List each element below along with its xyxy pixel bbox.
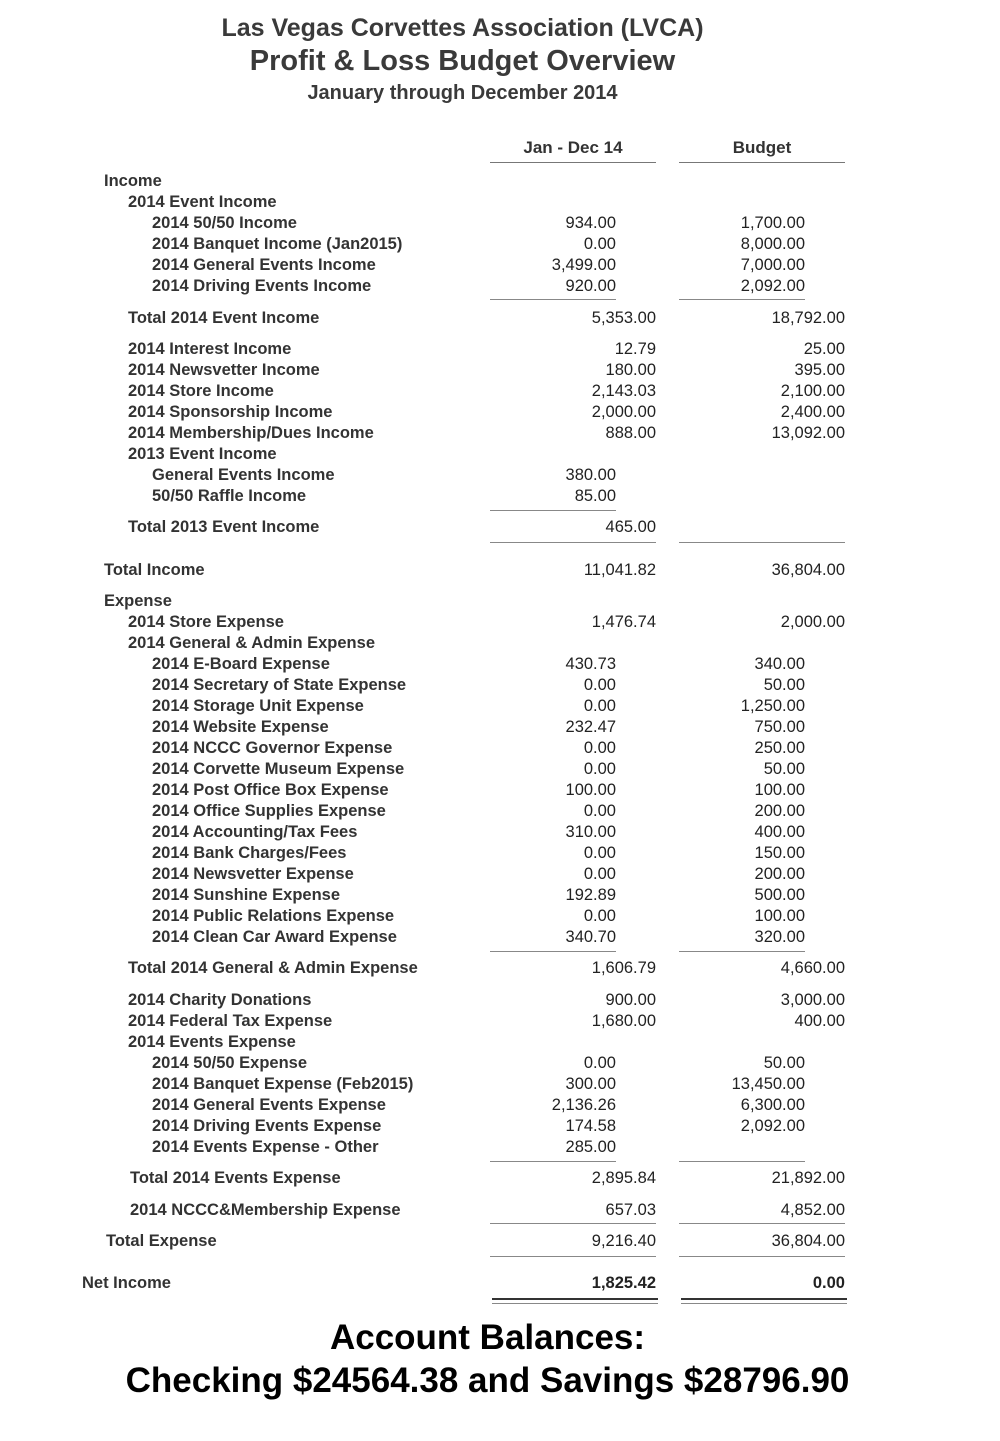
budget-value: 2,092.00 <box>740 277 805 295</box>
table-row <box>0 865 1000 886</box>
table-row <box>0 487 1000 508</box>
row-label: 2014 Bank Charges/Fees <box>152 844 347 862</box>
row-label: 2014 Membership/Dues Income <box>128 424 374 442</box>
table-row <box>0 235 1000 256</box>
column-header-actual: Jan - Dec 14 <box>523 138 623 157</box>
actual-value: 12.79 <box>614 340 656 358</box>
actual-value: 657.03 <box>605 1201 656 1219</box>
actual-value: 0.00 <box>583 802 616 820</box>
budget-value: 50.00 <box>763 760 805 778</box>
table-row <box>0 1169 1000 1190</box>
budget-value: 4,660.00 <box>780 959 845 977</box>
row-label: 2014 50/50 Income <box>152 214 297 232</box>
budget-value: 50.00 <box>763 1054 805 1072</box>
column-header-rule <box>679 162 845 163</box>
table-row <box>0 256 1000 277</box>
row-label: 2014 Driving Events Income <box>152 277 372 295</box>
table-row <box>0 676 1000 697</box>
report-title: Profit & Loss Budget Overview <box>249 45 676 77</box>
table-row <box>0 1274 1000 1295</box>
table-row <box>0 172 1000 193</box>
table-row <box>0 718 1000 739</box>
column-header-rule <box>490 162 656 163</box>
row-label: 2014 Banquet Income (Jan2015) <box>152 235 403 253</box>
actual-value: 2,000.00 <box>591 403 656 421</box>
budget-value: 36,804.00 <box>771 1232 845 1250</box>
table-row <box>0 739 1000 760</box>
actual-value: 0.00 <box>583 865 616 883</box>
table-row <box>0 1117 1000 1138</box>
actual-value: 920.00 <box>565 277 616 295</box>
table-row <box>0 193 1000 214</box>
row-label: 2014 General & Admin Expense <box>128 634 375 652</box>
table-row <box>0 613 1000 634</box>
actual-value: 285.00 <box>565 1138 616 1156</box>
budget-value: 395.00 <box>794 361 845 379</box>
budget-value: 500.00 <box>754 886 805 904</box>
row-label: 2014 Interest Income <box>128 340 292 358</box>
budget-value: 200.00 <box>754 865 805 883</box>
budget-value: 36,804.00 <box>771 561 845 579</box>
actual-value: 9,216.40 <box>591 1232 656 1250</box>
budget-value: 400.00 <box>794 1012 845 1030</box>
actual-value: 0.00 <box>583 676 616 694</box>
actual-value: 2,895.84 <box>591 1169 656 1187</box>
row-label: Total Expense <box>106 1232 217 1250</box>
table-row <box>0 1138 1000 1159</box>
account-balances-values: Checking $24564.38 and Savings $28796.90 <box>125 1361 850 1400</box>
account-balances-heading: Account Balances: <box>329 1318 646 1357</box>
budget-value: 18,792.00 <box>771 309 845 327</box>
table-row <box>0 424 1000 445</box>
table-row <box>0 361 1000 382</box>
subtotal-rule <box>490 542 656 543</box>
budget-value: 21,892.00 <box>771 1169 845 1187</box>
table-row <box>0 518 1000 539</box>
row-label: 2014 Secretary of State Expense <box>152 676 407 694</box>
actual-value: 0.00 <box>583 739 616 757</box>
row-label: 2014 Newsvetter Income <box>128 361 320 379</box>
row-label: 2014 Corvette Museum Expense <box>152 760 405 778</box>
subtotal-rule <box>679 542 845 543</box>
budget-value: 340.00 <box>754 655 805 673</box>
organization-name: Las Vegas Corvettes Association (LVCA) <box>221 14 704 42</box>
actual-value: 465.00 <box>605 518 656 536</box>
table-row <box>0 802 1000 823</box>
actual-value: 0.00 <box>583 907 616 925</box>
table-row <box>0 655 1000 676</box>
table-row <box>0 959 1000 980</box>
budget-value: 50.00 <box>763 676 805 694</box>
row-label: 2014 E-Board Expense <box>152 655 330 673</box>
row-label: 2014 Events Expense - Other <box>152 1138 379 1156</box>
subtotal-rule <box>679 299 805 300</box>
row-label: 2014 Banquet Expense (Feb2015) <box>152 1075 414 1093</box>
budget-value: 400.00 <box>754 823 805 841</box>
actual-value: 85.00 <box>574 487 616 505</box>
budget-value: 2,100.00 <box>780 382 845 400</box>
actual-value: 5,353.00 <box>591 309 656 327</box>
row-label: 2014 Post Office Box Expense <box>152 781 389 799</box>
row-label: Income <box>104 172 162 190</box>
row-label: 2014 Website Expense <box>152 718 329 736</box>
row-label: General Events Income <box>152 466 335 484</box>
row-label: Expense <box>104 592 172 610</box>
actual-value: 2,136.26 <box>551 1096 616 1114</box>
actual-value: 1,680.00 <box>591 1012 656 1030</box>
table-row <box>0 1201 1000 1222</box>
row-label: 2014 50/50 Expense <box>152 1054 308 1072</box>
budget-value: 250.00 <box>754 739 805 757</box>
actual-value: 340.70 <box>565 928 616 946</box>
row-label: 2014 Driving Events Expense <box>152 1117 382 1135</box>
actual-value: 0.00 <box>583 844 616 862</box>
budget-value: 100.00 <box>754 781 805 799</box>
actual-value: 100.00 <box>565 781 616 799</box>
budget-value: 8,000.00 <box>740 235 805 253</box>
actual-value: 1,825.42 <box>591 1274 656 1292</box>
row-label: 2014 Newsvetter Expense <box>152 865 354 883</box>
actual-value: 3,499.00 <box>551 256 616 274</box>
actual-value: 0.00 <box>583 697 616 715</box>
table-row <box>0 592 1000 613</box>
budget-value: 0.00 <box>812 1274 845 1292</box>
table-row <box>0 1096 1000 1117</box>
table-row <box>0 214 1000 235</box>
row-label: 2014 Clean Car Award Expense <box>152 928 397 946</box>
row-label: 2014 Store Expense <box>128 613 284 631</box>
row-label: 2014 Sponsorship Income <box>128 403 333 421</box>
row-label: 2014 Event Income <box>128 193 277 211</box>
budget-value: 320.00 <box>754 928 805 946</box>
row-label: Total 2013 Event Income <box>128 518 320 536</box>
row-label: Total 2014 General & Admin Expense <box>128 959 418 977</box>
actual-value: 430.73 <box>565 655 616 673</box>
row-label: 2014 Federal Tax Expense <box>128 1012 333 1030</box>
budget-value: 750.00 <box>754 718 805 736</box>
table-row <box>0 928 1000 949</box>
actual-value: 934.00 <box>565 214 616 232</box>
actual-value: 380.00 <box>565 466 616 484</box>
budget-value: 200.00 <box>754 802 805 820</box>
table-row <box>0 781 1000 802</box>
row-label: 50/50 Raffle Income <box>152 487 307 505</box>
actual-value: 0.00 <box>583 1054 616 1072</box>
actual-value: 888.00 <box>605 424 656 442</box>
table-row <box>0 760 1000 781</box>
actual-value: 180.00 <box>605 361 656 379</box>
table-row <box>0 991 1000 1012</box>
actual-value: 174.58 <box>565 1117 616 1135</box>
actual-value: 232.47 <box>565 718 616 736</box>
subtotal-rule <box>679 1161 805 1162</box>
row-label: 2014 Office Supplies Expense <box>152 802 386 820</box>
row-label: Total 2014 Events Expense <box>130 1169 341 1187</box>
budget-value: 1,700.00 <box>740 214 805 232</box>
budget-value: 25.00 <box>803 340 845 358</box>
row-label: 2014 Events Expense <box>128 1033 296 1051</box>
table-row <box>0 1075 1000 1096</box>
table-row <box>0 277 1000 298</box>
report-period: January through December 2014 <box>307 82 618 104</box>
budget-value: 13,450.00 <box>731 1075 805 1093</box>
table-row <box>0 309 1000 330</box>
table-row <box>0 403 1000 424</box>
subtotal-rule <box>679 1223 845 1224</box>
row-label: 2013 Event Income <box>128 445 277 463</box>
budget-value: 13,092.00 <box>771 424 845 442</box>
row-label: 2014 General Events Income <box>152 256 376 274</box>
subtotal-rule <box>490 299 616 300</box>
actual-value: 310.00 <box>565 823 616 841</box>
table-row <box>0 1054 1000 1075</box>
table-row <box>0 634 1000 655</box>
row-label: 2014 NCCC Governor Expense <box>152 739 393 757</box>
budget-value: 150.00 <box>754 844 805 862</box>
row-label: 2014 NCCC&Membership Expense <box>130 1201 401 1219</box>
row-label: 2014 Public Relations Expense <box>152 907 395 925</box>
budget-value: 1,250.00 <box>740 697 805 715</box>
table-row <box>0 1232 1000 1253</box>
table-row <box>0 466 1000 487</box>
total-double-rule <box>681 1298 847 1304</box>
row-label: 2014 General Events Expense <box>152 1096 386 1114</box>
table-row <box>0 1033 1000 1054</box>
subtotal-rule <box>490 1161 616 1162</box>
budget-value: 2,000.00 <box>780 613 845 631</box>
subtotal-rule <box>490 1256 656 1257</box>
table-row <box>0 844 1000 865</box>
subtotal-rule <box>490 951 616 952</box>
budget-value: 2,400.00 <box>780 403 845 421</box>
budget-value: 100.00 <box>754 907 805 925</box>
actual-value: 0.00 <box>583 235 616 253</box>
subtotal-rule <box>679 951 805 952</box>
table-row <box>0 907 1000 928</box>
table-row <box>0 340 1000 361</box>
row-label: 2014 Storage Unit Expense <box>152 697 364 715</box>
actual-value: 0.00 <box>583 760 616 778</box>
budget-value: 4,852.00 <box>780 1201 845 1219</box>
table-row <box>0 886 1000 907</box>
actual-value: 192.89 <box>565 886 616 904</box>
row-label: Total 2014 Event Income <box>128 309 320 327</box>
table-row <box>0 382 1000 403</box>
row-label: 2014 Store Income <box>128 382 274 400</box>
subtotal-rule <box>490 510 616 511</box>
table-row <box>0 561 1000 582</box>
budget-value: 7,000.00 <box>740 256 805 274</box>
subtotal-rule <box>490 1223 656 1224</box>
budget-value: 6,300.00 <box>740 1096 805 1114</box>
actual-value: 1,606.79 <box>591 959 656 977</box>
actual-value: 1,476.74 <box>591 613 656 631</box>
row-label: 2014 Sunshine Expense <box>152 886 341 904</box>
table-row <box>0 445 1000 466</box>
total-double-rule <box>492 1298 658 1304</box>
actual-value: 11,041.82 <box>583 561 656 579</box>
budget-value: 3,000.00 <box>780 991 845 1009</box>
subtotal-rule <box>679 1256 845 1257</box>
table-row <box>0 1012 1000 1033</box>
row-label: Total Income <box>104 561 205 579</box>
actual-value: 2,143.03 <box>591 382 656 400</box>
row-label: 2014 Accounting/Tax Fees <box>152 823 358 841</box>
column-header-budget: Budget <box>732 138 792 157</box>
actual-value: 900.00 <box>605 991 656 1009</box>
budget-value: 2,092.00 <box>740 1117 805 1135</box>
row-label: Net Income <box>82 1274 171 1292</box>
row-label: 2014 Charity Donations <box>128 991 312 1009</box>
table-row <box>0 697 1000 718</box>
actual-value: 300.00 <box>565 1075 616 1093</box>
table-row <box>0 823 1000 844</box>
